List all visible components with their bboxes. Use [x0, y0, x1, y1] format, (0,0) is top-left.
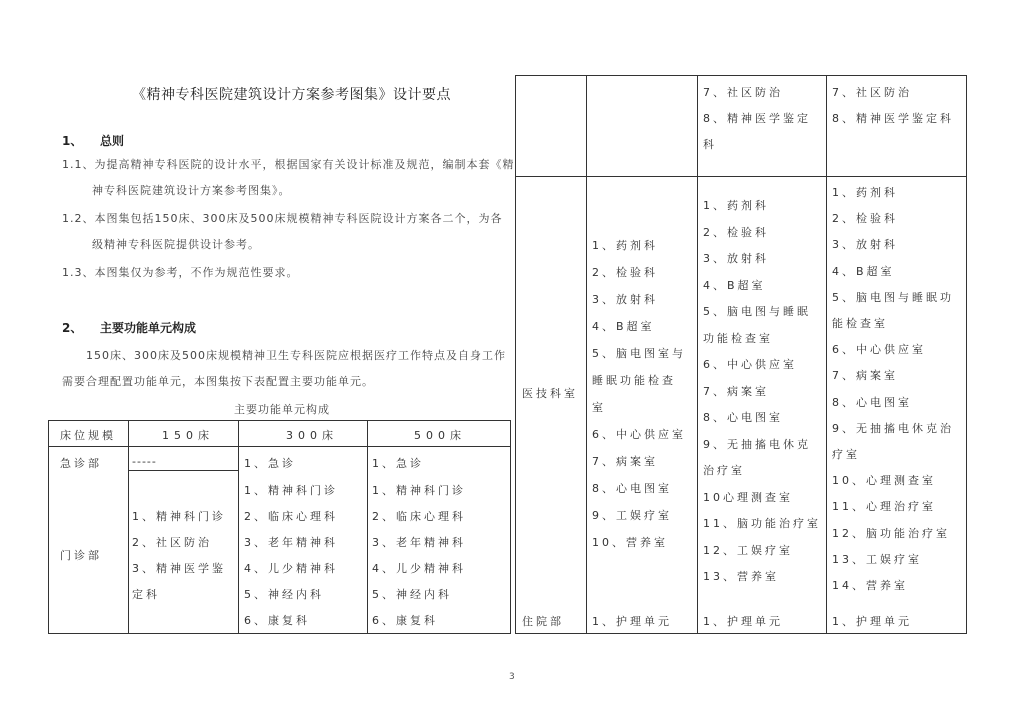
medtech-item: 11、心理治疗室	[832, 500, 936, 514]
section1-number: 1、	[62, 134, 83, 148]
section2-number: 2、	[62, 321, 83, 335]
medtech-item: 4、B超室	[592, 320, 655, 333]
medtech-item: 1、药剂科	[832, 186, 898, 199]
outpatient-150-item: 3、精神医学鉴	[132, 562, 226, 575]
medtech-item: 3、放射科	[703, 252, 769, 265]
medtech-item: 7、病案室	[592, 455, 658, 468]
medtech-item: 室	[592, 401, 606, 414]
medtech-item: 8、心电图室	[592, 482, 672, 495]
paragraph-1-2-line2: 级精神专科医院提供设计参考。	[92, 238, 260, 251]
header-150: 150床	[162, 429, 214, 442]
outpatient-500-item: 6、康复科	[372, 614, 438, 627]
medtech-item: 5、脑电图与睡眠功	[832, 290, 954, 304]
medtech-item: 12、工娱疗室	[703, 543, 793, 557]
medtech-item: 10心理测查室	[703, 490, 793, 504]
medtech-item: 治疗室	[703, 464, 745, 477]
top-300-item: 7、社区防治	[703, 86, 783, 99]
header-500: 500床	[414, 429, 466, 442]
section1-heading: 总则	[100, 134, 125, 148]
outpatient-300-item: 6、康复科	[244, 614, 310, 627]
medtech-item: 9、无抽搐电休克治	[832, 421, 954, 435]
medtech-item: 3、放射科	[592, 293, 658, 306]
medtech-item: 2、检验科	[703, 225, 769, 239]
medtech-item: 10、心理测查室	[832, 474, 936, 488]
medtech-item: 8、心电图室	[703, 411, 783, 424]
medtech-item: 9、无抽搐电休克	[703, 437, 811, 451]
outpatient-300-item: 3、老年精神科	[244, 536, 338, 549]
paragraph-1-1-line1: 1.1、为提高精神专科医院的设计水平，根据国家有关设计标准及规范，编制本套《精	[62, 158, 515, 171]
dept-inpatient: 住院部	[522, 615, 564, 628]
section2-heading: 主要功能单元构成	[100, 321, 197, 335]
header-bed-scale: 床位规模	[60, 429, 116, 442]
outpatient-300-item: 2、临床心理科	[244, 510, 338, 523]
medtech-item: 6、中心供应室	[832, 343, 926, 357]
top-300-item: 8、精神医学鉴定	[703, 112, 811, 125]
medtech-item: 1、药剂科	[592, 239, 658, 252]
medtech-item: 14、营养室	[832, 579, 908, 592]
medtech-item: 11、脑功能治疗室	[703, 517, 821, 530]
medtech-item: 功能检查室	[703, 331, 773, 345]
page-number: 3	[509, 672, 515, 682]
emergency-150: -----	[132, 455, 157, 468]
medtech-item: 4、B超室	[832, 264, 895, 278]
outpatient-300-item: 5、神经内科	[244, 588, 324, 601]
paragraph-2-line2: 需要合理配置功能单元，本图集按下表配置主要功能单元。	[62, 375, 374, 388]
top-300-item: 科	[703, 138, 717, 151]
table-caption: 主要功能单元构成	[234, 403, 330, 416]
medtech-item: 13、工娱疗室	[832, 552, 922, 566]
outpatient-150-item: 1、精神科门诊	[132, 510, 226, 523]
medtech-item: 5、脑电图与睡眠	[703, 305, 811, 318]
medtech-item: 7、病案室	[703, 384, 769, 398]
medtech-item: 7、病案室	[832, 369, 898, 383]
medtech-item: 8、心电图室	[832, 395, 912, 409]
outpatient-300-item: 4、儿少精神科	[244, 562, 338, 575]
medtech-item: 3、放射科	[832, 238, 898, 252]
medtech-item: 13、营养室	[703, 570, 779, 583]
medtech-item: 能检查室	[832, 317, 888, 330]
paragraph-1-2-line1: 1.2、本图集包括150床、300床及500床规模精神专科医院设计方案各二个，为各	[62, 212, 503, 225]
medtech-item: 6、中心供应室	[703, 358, 797, 371]
medtech-item: 10、营养室	[592, 536, 668, 549]
medtech-item: 2、检验科	[832, 212, 898, 226]
outpatient-500-item: 3、老年精神科	[372, 536, 466, 549]
medtech-item: 9、工娱疗室	[592, 509, 672, 522]
outpatient-500-item: 2、临床心理科	[372, 510, 466, 523]
inpatient-500: 1、护理单元	[832, 615, 912, 628]
paragraph-1-1-line2: 神专科医院建筑设计方案参考图集》。	[92, 184, 291, 197]
top-500-item: 8、精神医学鉴定科	[832, 112, 954, 125]
medtech-item: 5、脑电图室与	[592, 347, 686, 360]
outpatient-500-item: 5、神经内科	[372, 588, 452, 601]
outpatient-500-item: 1、精神科门诊	[372, 484, 466, 497]
medtech-item: 12、脑功能治疗室	[832, 526, 950, 540]
top-500-item: 7、社区防治	[832, 86, 912, 99]
medtech-item: 2、检验科	[592, 266, 658, 279]
medtech-item: 疗室	[832, 448, 860, 461]
medtech-item: 4、B超室	[703, 278, 766, 292]
medtech-item: 1、药剂科	[703, 199, 769, 212]
emergency-500: 1、急诊	[372, 457, 424, 470]
outpatient-150-item: 定科	[132, 588, 160, 601]
medtech-item: 6、中心供应室	[592, 428, 686, 441]
outpatient-500-item: 4、儿少精神科	[372, 562, 466, 575]
medtech-item: 睡眠功能检查	[592, 374, 676, 387]
dept-outpatient: 门诊部	[60, 549, 102, 562]
header-300: 300床	[286, 429, 338, 442]
page-title: 《精神专科医院建筑设计方案参考图集》设计要点	[132, 87, 451, 103]
paragraph-1-3: 1.3、本图集仅为参考，不作为规范性要求。	[62, 266, 299, 279]
dept-emergency: 急诊部	[60, 457, 102, 470]
paragraph-2-line1: 150床、300床及500床规模精神卫生专科医院应根据医疗工作特点及自身工作	[86, 349, 506, 362]
outpatient-300-item: 1、精神科门诊	[244, 484, 338, 497]
inpatient-150: 1、护理单元	[592, 615, 672, 628]
dept-medtech: 医技科室	[522, 387, 578, 400]
outpatient-150-item: 2、社区防治	[132, 536, 212, 549]
inpatient-300: 1、护理单元	[703, 615, 783, 628]
emergency-300: 1、急诊	[244, 457, 296, 470]
